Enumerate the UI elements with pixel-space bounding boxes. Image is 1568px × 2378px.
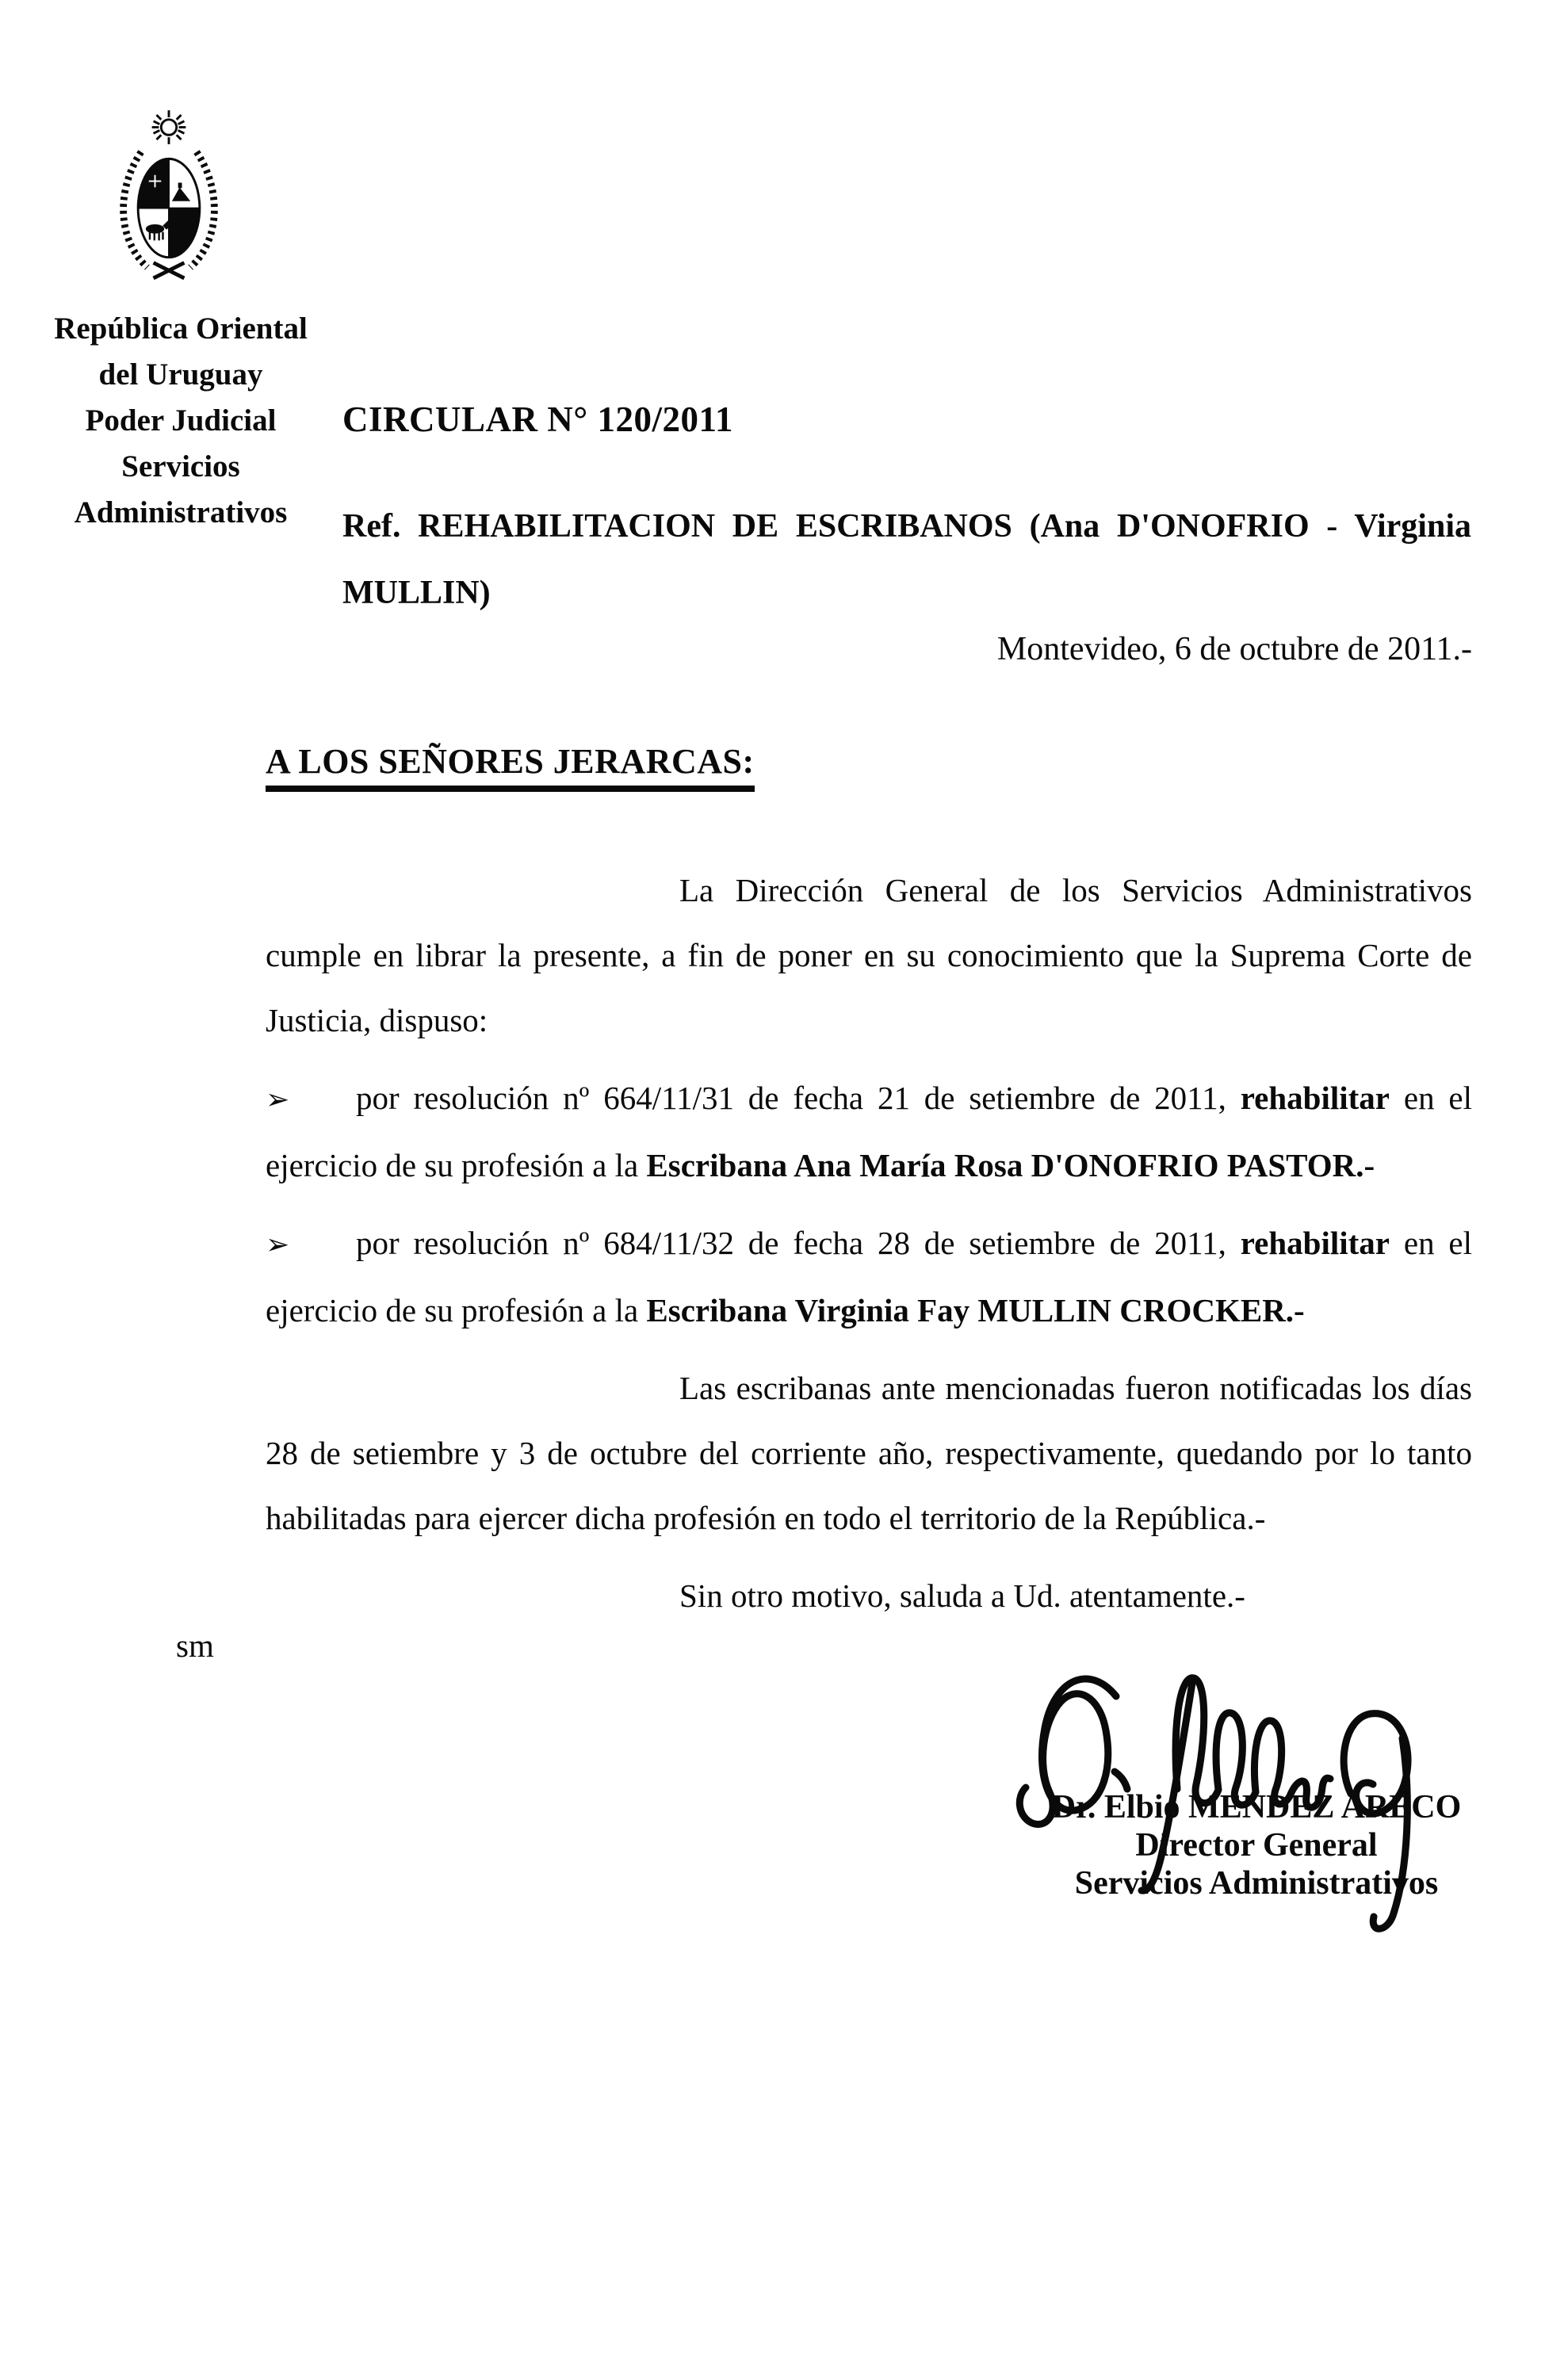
org-line: República Oriental xyxy=(54,312,308,346)
salutation: A LOS SEÑORES JERARCAS: xyxy=(266,744,755,792)
clerk-initials: sm xyxy=(176,1627,214,1664)
letterhead-org-block xyxy=(22,306,339,536)
notification-paragraph: Las escribanas ante mencionadas fueron notificadas los días 28 de setiembre y 3 de octubre del corriente año, respectivamente, quedando por lo tanto habilitadas para ejercer dicha profesión en todo el territorio de la República.- xyxy=(266,1370,1472,1536)
org-line: Servicios xyxy=(121,449,240,484)
arrow-bullet-icon: ➢ xyxy=(266,1084,290,1116)
org-line: Poder Judicial xyxy=(85,403,277,438)
circular-number: CIRCULAR N° 120/2011 xyxy=(342,400,734,439)
dateline: Montevideo, 6 de octubre de 2011.- xyxy=(996,631,1472,667)
letter-body xyxy=(266,858,1472,1628)
intro-paragraph: La Dirección General de los Servicios Administrativos cumple en librar la presente, a fin de poner en su conocimiento que la Suprema Corte de Justicia, dispuso: xyxy=(266,872,1472,1038)
org-line: del Uruguay xyxy=(98,357,263,392)
signer-title: Director General xyxy=(1135,1827,1378,1864)
sun-rays xyxy=(152,110,186,144)
signer-name: Dr. Elbio MENDEZ ARECO xyxy=(1051,1789,1462,1826)
quartered-shield xyxy=(138,159,200,257)
reference-line: Ref. REHABILITACION DE ESCRIBANOS (Ana D'ONOFRIO - Virginia MULLIN) xyxy=(342,508,1471,611)
bullet-text: por resolución nº 684/11/32 de fecha 28 de setiembre de 2011, rehabilitar en el ejercicio de su profesión a la Escribana Virginia Fay MULLIN CROCKER.- xyxy=(266,1225,1473,1329)
arrow-bullet-icon: ➢ xyxy=(266,1229,290,1261)
uruguay-coat-of-arms-icon xyxy=(115,101,223,290)
bullet-item xyxy=(266,1210,1472,1343)
closing-line: Sin otro motivo, saluda a Ud. atentamente.- xyxy=(679,1577,1245,1614)
org-line: Administrativos xyxy=(74,495,288,530)
bullet-item xyxy=(266,1065,1472,1198)
bullet-text: por resolución nº 664/11/31 de fecha 21 de setiembre de 2011, rehabilitar en el ejercicio de su profesión a la Escribana Ana María Rosa D'ONOFRIO PASTOR.- xyxy=(266,1080,1473,1183)
signer-office: Servicios Administrativos xyxy=(1074,1865,1439,1902)
handwritten-signature xyxy=(1015,1653,1443,1954)
